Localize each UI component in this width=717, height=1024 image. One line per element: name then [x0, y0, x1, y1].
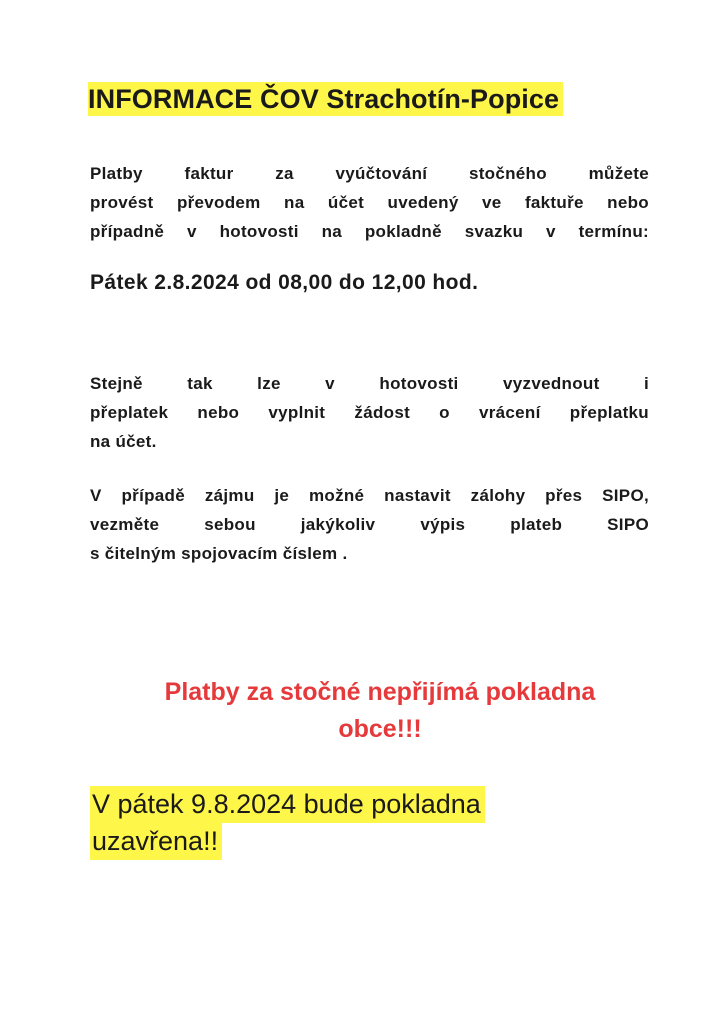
payment-info-line-2: provést převodem na účet uvedený ve faktuře nebo: [90, 193, 649, 212]
sipo-line-2: vezměte sebou jakýkoliv výpis plateb SIPO: [90, 515, 649, 534]
closure-line-2: uzavřena!!: [90, 823, 222, 860]
page-title: INFORMACE ČOV Strachotín-Popice: [88, 82, 563, 116]
overpayment-paragraph: [90, 369, 649, 456]
warning-line-1: Platby za stočné nepřijímá pokladna: [164, 678, 596, 706]
warning-line-2: obce!!!: [338, 715, 422, 743]
overpayment-line-3: na účet.: [90, 432, 157, 451]
payment-info-paragraph: [90, 159, 649, 246]
closure-notice: [90, 786, 485, 860]
payment-info-line-1: Platby faktur za vyúčtování stočného můžete: [90, 164, 649, 183]
payment-info-line-3: případně v hotovosti na pokladně svazku v termínu:: [90, 222, 649, 241]
payment-date: Pátek 2.8.2024 od 08,00 do 12,00 hod.: [90, 271, 479, 294]
sipo-line-1: V případě zájmu je možné nastavit zálohy přes SIPO,: [90, 486, 649, 505]
sipo-line-3: s čitelným spojovacím číslem .: [90, 544, 348, 563]
overpayment-line-1: Stejně tak lze v hotovosti vyzvednout i: [90, 374, 649, 393]
overpayment-line-2: přeplatek nebo vyplnit žádost o vrácení přeplatku: [90, 403, 649, 422]
sipo-paragraph: [90, 481, 649, 568]
warning-notice: [60, 674, 700, 748]
closure-line-1: V pátek 9.8.2024 bude pokladna: [90, 786, 485, 823]
